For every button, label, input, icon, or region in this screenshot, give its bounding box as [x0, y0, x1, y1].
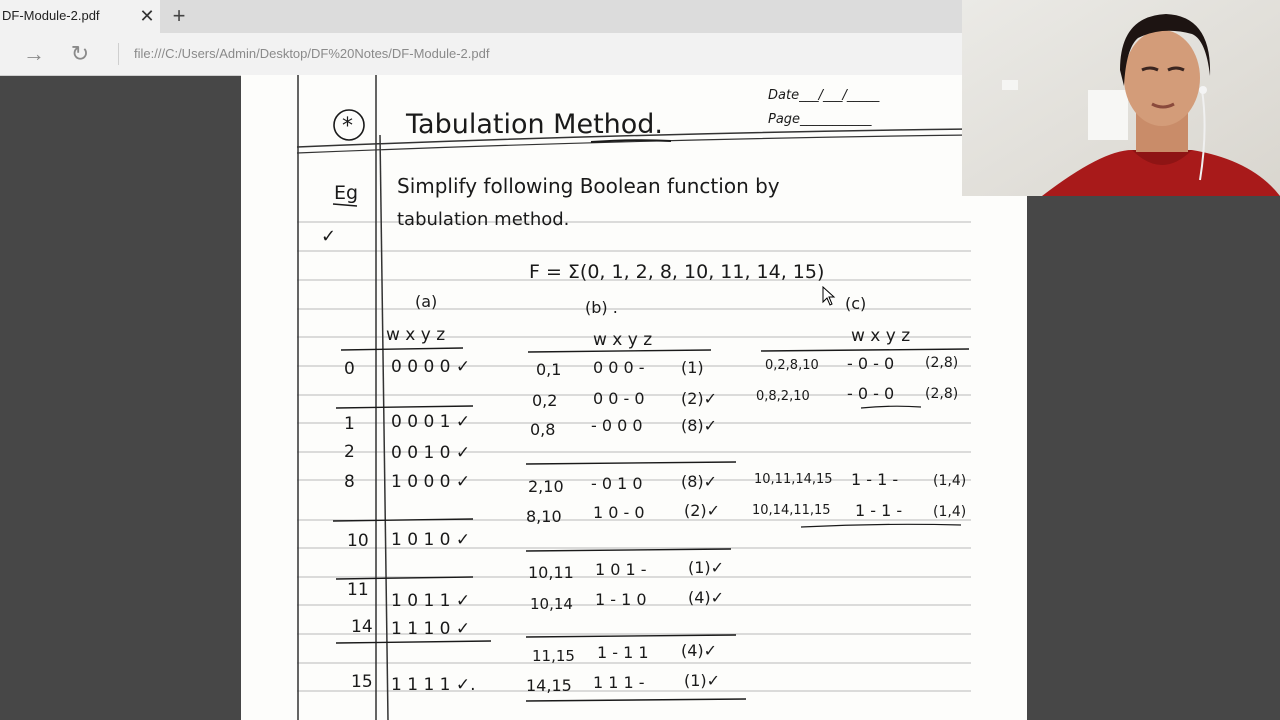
pair-bits: - 0 0 0	[591, 416, 643, 435]
column-a-table	[333, 357, 491, 695]
minterm-label: 2	[344, 442, 355, 462]
new-tab-button[interactable]: +	[172, 3, 186, 28]
minterm-label: 10	[347, 531, 369, 551]
group-label: 0,8,2,10	[756, 389, 810, 404]
pair-label: 0,8	[530, 420, 556, 439]
address-bar	[0, 33, 962, 76]
pair-label: 14,15	[526, 676, 572, 695]
minterm-bits: 1 0 0 0 ✓	[391, 472, 471, 492]
group-bits: 1 - 1 -	[851, 470, 899, 489]
address-divider	[118, 43, 119, 65]
pair-note: (1)✓	[684, 671, 721, 690]
minterm-bits: 0 0 1 0 ✓	[391, 443, 471, 463]
pair-note: (2)✓	[681, 389, 718, 408]
page-heading: Tabulation Method.	[406, 109, 664, 140]
minterm-label: 8	[344, 472, 355, 492]
group-note: (2,8)	[925, 355, 959, 371]
forward-arrow-icon[interactable]: →	[23, 41, 45, 66]
column-a-header: w x y z	[386, 325, 446, 345]
minterm-bits: 1 1 1 0 ✓	[391, 619, 471, 639]
pair-bits: 1 0 - 0	[593, 503, 645, 522]
close-icon[interactable]: ✕	[139, 6, 155, 26]
webcam-overlay	[962, 0, 1280, 196]
url-field[interactable]: file:///C:/Users/Admin/Desktop/DF%20Notes/DF-Module-2.pdf	[134, 46, 490, 61]
problem-line-2: tabulation method.	[397, 209, 570, 230]
group-label: 10,14,11,15	[752, 503, 831, 518]
page-label: Page___________	[768, 112, 872, 127]
minterm-bits: 1 0 1 1 ✓	[391, 591, 471, 611]
problem-line-1: Simplify following Boolean function by	[397, 174, 780, 198]
minterm-label: 11	[347, 580, 369, 600]
example-tick: ✓	[321, 226, 337, 247]
group-label: 10,11,14,15	[754, 472, 833, 487]
pair-note: (4)✓	[688, 588, 725, 607]
group-note: (1,4)	[933, 504, 967, 520]
pair-bits: 1 - 1 0	[595, 590, 647, 609]
column-b-header: w x y z	[593, 330, 653, 350]
pair-label: 0,2	[532, 391, 558, 410]
column-b-table	[526, 358, 746, 701]
refresh-icon[interactable]: ↻	[70, 41, 90, 66]
column-c-table	[752, 354, 966, 527]
tab-pdf[interactable]	[0, 0, 160, 33]
pair-label: 8,10	[526, 507, 562, 526]
pair-label: 10,14	[530, 595, 573, 613]
group-bits: 1 - 1 -	[855, 501, 903, 520]
pair-label: 0,1	[536, 360, 562, 379]
column-c-label: (c)	[845, 294, 867, 313]
pair-bits: - 0 1 0	[591, 474, 643, 493]
header-underlines	[341, 348, 969, 352]
pair-bits: 1 - 1 1	[597, 643, 649, 662]
pair-note: (2)✓	[684, 501, 721, 520]
minterm-bits: 0 0 0 0 ✓	[391, 357, 471, 377]
column-a-label: (a)	[415, 292, 438, 311]
pair-bits: 0 0 - 0	[593, 389, 645, 408]
column-b-label: (b) .	[585, 298, 618, 317]
group-note: (1,4)	[933, 473, 967, 489]
minterm-bits: 1 1 1 1 ✓.	[391, 675, 476, 695]
date-label: Date___/___/_____	[768, 88, 880, 103]
pair-note: (1)✓	[688, 558, 725, 577]
pair-bits: 1 0 1 -	[595, 560, 647, 579]
pair-label: 10,11	[528, 563, 574, 582]
mouse-pointer-icon	[822, 286, 836, 306]
pair-note: (4)✓	[681, 641, 718, 660]
example-label: Eg	[334, 182, 359, 204]
tab-bar	[0, 0, 962, 33]
group-label: 0,2,8,10	[765, 358, 819, 373]
function-expression: F = Σ(0, 1, 2, 8, 10, 11, 14, 15)	[529, 261, 825, 283]
minterm-bits: 1 0 1 0 ✓	[391, 530, 471, 550]
minterm-label: 1	[344, 414, 355, 434]
column-c-header: w x y z	[851, 326, 911, 346]
group-bits: - 0 - 0	[847, 354, 895, 373]
pair-bits: 1 1 1 -	[593, 673, 645, 692]
pair-note: (1)	[681, 358, 704, 377]
star-mark: *	[342, 114, 353, 139]
minterm-bits: 0 0 0 1 ✓	[391, 412, 471, 432]
minterm-label: 14	[351, 617, 373, 637]
pair-bits: 0 0 0 -	[593, 358, 645, 377]
minterm-label: 15	[351, 672, 373, 692]
pair-note: (8)✓	[681, 416, 718, 435]
pdf-page	[241, 75, 1027, 720]
minterm-label: 0	[344, 359, 355, 379]
group-note: (2,8)	[925, 386, 959, 402]
pair-label: 11,15	[532, 647, 575, 665]
notebook-page	[241, 75, 1027, 720]
tab-title: DF-Module-2.pdf	[2, 8, 100, 23]
pair-note: (8)✓	[681, 472, 718, 491]
pair-label: 2,10	[528, 477, 564, 496]
group-bits: - 0 - 0	[847, 384, 895, 403]
presenter-video	[962, 0, 1280, 196]
